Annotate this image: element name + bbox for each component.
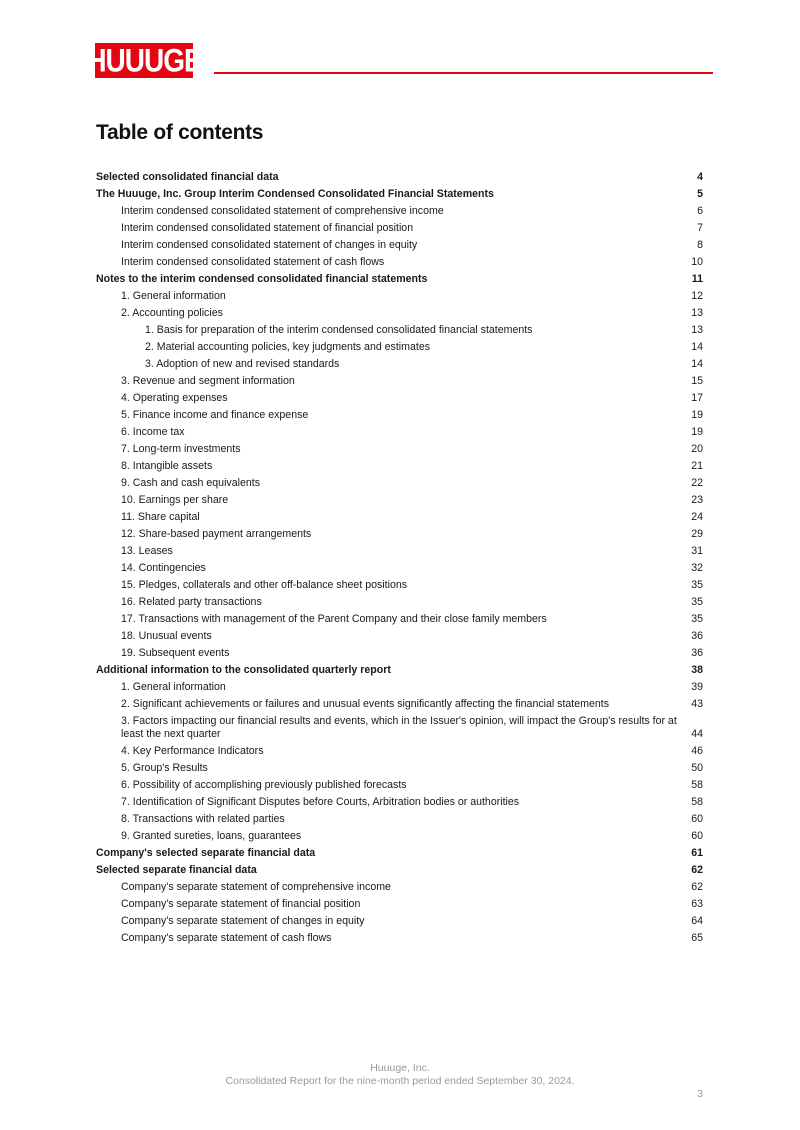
toc-entry-page: 64 [691,915,703,927]
toc-entry-page: 5 [697,188,703,200]
toc-entry-title: Interim condensed consolidated statement of financial position [121,222,414,234]
toc-entry[interactable] [96,543,703,560]
toc-entry-page: 15 [691,375,703,387]
toc-section-entry[interactable] [96,271,703,288]
toc-entry[interactable] [96,560,703,577]
toc-entry-title: 6. Income tax [121,426,185,438]
toc-entry[interactable] [96,526,703,543]
toc-entry-page: 13 [691,307,703,319]
toc-entry-page: 22 [691,477,703,489]
toc-entry-title: Additional information to the consolidated quarterly report [96,664,391,676]
toc-entry-page: 60 [691,813,703,825]
toc-entry[interactable] [96,696,703,713]
toc-entry[interactable] [96,509,703,526]
toc-entry-page: 17 [691,392,703,404]
toc-entry-title: Selected separate financial data [96,864,257,876]
toc-entry-title: Interim condensed consolidated statement of changes in equity [121,239,418,251]
toc-entry[interactable] [96,679,703,696]
toc-entry-title: 1. General information [121,681,226,693]
toc-entry-title: Interim condensed consolidated statement of comprehensive income [121,205,444,217]
toc-entry[interactable] [96,611,703,628]
toc-entry-page: 39 [691,681,703,693]
toc-entry-title: Company's separate statement of financial position [121,898,361,910]
toc-entry[interactable] [96,794,703,811]
toc-entry[interactable] [96,458,703,475]
toc-entry-title: 16. Related party transactions [121,596,262,608]
toc-entry-page: 36 [691,647,703,659]
toc-entry-page: 19 [691,426,703,438]
toc-entry-page: 14 [691,358,703,370]
toc-entry[interactable] [96,713,703,743]
page-title: Table of contents [96,121,264,144]
toc-entry-title: Company's separate statement of comprehensive income [121,881,391,893]
toc-entry-title: 12. Share-based payment arrangements [121,528,312,540]
toc-entry-title: Company's selected separate financial data [96,847,316,859]
toc-entry-title: 13. Leases [121,545,173,557]
toc-entry-page: 38 [691,664,703,676]
toc-subentry[interactable] [96,339,703,356]
toc-entry[interactable] [96,220,703,237]
toc-entry[interactable] [96,628,703,645]
page-number: 3 [697,1088,703,1100]
toc-entry-title: 3. Adoption of new and revised standards [145,358,340,370]
toc-entry-page: 12 [691,290,703,302]
toc-entry-title: 9. Cash and cash equivalents [121,477,260,489]
toc-entry-title: Selected consolidated financial data [96,171,279,183]
toc-entry-title: 10. Earnings per share [121,494,229,506]
toc-entry-page: 62 [691,864,703,876]
toc-entry[interactable] [96,930,703,947]
toc-entry-title: 14. Contingencies [121,562,206,574]
toc-entry-page: 4 [697,171,703,183]
toc-entry-title: 5. Group's Results [121,762,208,774]
toc-entry-page: 7 [697,222,703,234]
toc-entry-page: 61 [691,847,703,859]
toc-entry-title: 1. Basis for preparation of the interim condensed consolidated financial statements [145,324,533,336]
toc-entry[interactable] [96,305,703,322]
toc-entry-page: 60 [691,830,703,842]
toc-entry[interactable] [96,492,703,509]
toc-entry-page: 14 [691,341,703,353]
toc-entry-title: 18. Unusual events [121,630,212,642]
toc-entry-title: 1. General information [121,290,226,302]
toc-entry[interactable] [96,254,703,271]
toc-entry-title: 6. Possibility of accomplishing previously published forecasts [121,779,407,791]
toc-entry-page: 35 [691,596,703,608]
toc-entry-page: 10 [691,256,703,268]
toc-section-entry[interactable] [96,845,703,862]
toc-entry[interactable] [96,237,703,254]
toc-section-entry[interactable] [96,862,703,879]
toc-entry-page: 58 [691,779,703,791]
toc-entry-page: 6 [697,205,703,217]
toc-entry-title: 9. Granted sureties, loans, guarantees [121,830,302,842]
toc-entry-title: 2. Material accounting policies, key judgments and estimates [145,341,431,353]
toc-entry-page: 21 [691,460,703,472]
toc-entry-title: 3. Factors impacting our financial results and events, which in the Issuer's opinion, will impact the Group's results for at least the next quarter [121,715,677,740]
toc-entry-page: 24 [691,511,703,523]
toc-entry[interactable] [96,407,703,424]
toc-entry[interactable] [96,896,703,913]
toc-entry-title: Company's separate statement of cash flows [121,932,332,944]
toc-subentry[interactable] [96,356,703,373]
toc-entry[interactable] [96,594,703,611]
toc-entry[interactable] [96,475,703,492]
toc-entry-page: 8 [697,239,703,251]
footer-report-title: Consolidated Report for the nine-month period ended September 30, 2024. [225,1075,575,1087]
toc-entry-page: 32 [691,562,703,574]
toc-entry-title: 3. Revenue and segment information [121,375,295,387]
toc-entry[interactable] [96,288,703,305]
toc-entry-page: 36 [691,630,703,642]
header-divider [214,72,713,74]
toc-entry[interactable] [96,373,703,390]
toc-entry-title: 2. Accounting policies [121,307,223,319]
toc-entry-title: 2. Significant achievements or failures and unusual events significantly affecting the financial statements [121,698,609,710]
toc-entry-title: 17. Transactions with management of the Parent Company and their close family members [121,613,547,625]
toc-entry-page: 19 [691,409,703,421]
toc-entry-title: 11. Share capital [121,511,200,523]
toc-entry[interactable] [96,390,703,407]
toc-section-entry[interactable] [96,186,703,203]
toc-entry[interactable] [96,203,703,220]
toc-entry-title: 15. Pledges, collaterals and other off-balance sheet positions [121,579,408,591]
toc-section-entry[interactable] [96,169,703,186]
toc-entry[interactable] [96,424,703,441]
toc-entry-page: 58 [691,796,703,808]
toc-entry-title: 4. Key Performance Indicators [121,745,264,757]
toc-entry-page: 63 [691,898,703,910]
toc-entry-title: Notes to the interim condensed consolidated financial statements [96,273,428,285]
toc-entry[interactable] [96,743,703,760]
toc-entry-title: Interim condensed consolidated statement of cash flows [121,256,385,268]
toc-entry-title: 8. Transactions with related parties [121,813,285,825]
toc-entry-page: 29 [691,528,703,540]
toc-subentry[interactable] [96,322,703,339]
toc-entry-page: 50 [691,762,703,774]
toc-entry-title: 7. Long-term investments [121,443,241,455]
toc-entry-title: 19. Subsequent events [121,647,230,659]
toc-entry[interactable] [96,913,703,930]
toc-entry-title: The Huuuge, Inc. Group Interim Condensed Consolidated Financial Statements [96,188,494,200]
toc-entry[interactable] [96,760,703,777]
huuuge-logo [86,42,202,78]
toc-entry-title: 7. Identification of Significant Disputes before Courts, Arbitration bodies or authorities [121,796,520,808]
toc-entry-page: 43 [691,698,703,710]
toc-entry[interactable] [96,777,703,794]
table-of-contents [96,169,703,947]
toc-entry-page: 35 [691,579,703,591]
toc-entry[interactable] [96,828,703,845]
toc-entry[interactable] [96,879,703,896]
toc-entry-title: Company's separate statement of changes in equity [121,915,365,927]
toc-entry[interactable] [96,811,703,828]
toc-entry-page: 31 [691,545,703,557]
toc-entry-page: 13 [691,324,703,336]
toc-entry-page: 46 [691,745,703,757]
toc-entry-title: 8. Intangible assets [121,460,213,472]
toc-entry[interactable] [96,441,703,458]
toc-entry-page: 11 [691,273,703,285]
toc-entry-page: 23 [691,494,703,506]
page-footer [0,1062,800,1088]
footer-company: Huuuge, Inc. [370,1062,430,1074]
toc-entry[interactable] [96,645,703,662]
toc-entry-title: 5. Finance income and finance expense [121,409,309,421]
toc-entry-page: 20 [691,443,703,455]
toc-entry-title: 4. Operating expenses [121,392,228,404]
toc-entry-page: 35 [691,613,703,625]
toc-section-entry[interactable] [96,662,703,679]
toc-entry-page: 62 [691,881,703,893]
toc-entry-page: 44 [691,728,703,740]
toc-entry-page: 65 [691,932,703,944]
toc-entry[interactable] [96,577,703,594]
logo-text: HUUUGE [86,42,202,78]
